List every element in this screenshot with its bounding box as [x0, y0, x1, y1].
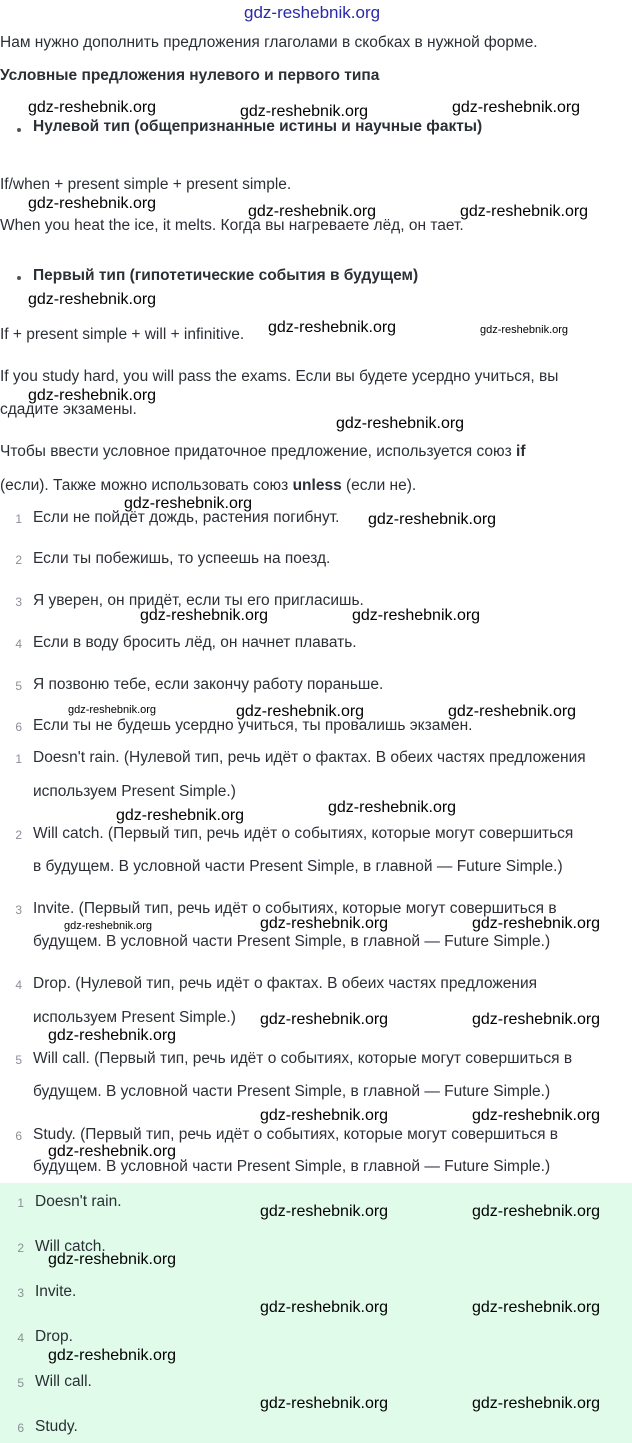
- watermark: gdz-reshebnik.org: [460, 203, 589, 220]
- list-item-number: 1: [17, 1196, 24, 1210]
- keyword-unless: unless: [292, 477, 342, 494]
- zero-formula: If/when + present simple + present simple.: [0, 176, 292, 193]
- list-item-number: 4: [15, 978, 22, 992]
- watermark: gdz-reshebnik.org: [260, 915, 389, 932]
- first-formula: If + present simple + will + infinitive.: [0, 326, 245, 343]
- answer-item: Invite.: [35, 1283, 77, 1300]
- list-item-number: 5: [15, 1053, 22, 1067]
- bullet-icon: [17, 276, 21, 280]
- explanation-line: Study. (Первый тип, речь идёт о событиях, которые могут совершиться в: [33, 1126, 559, 1143]
- conjunction-text: (если). Также можно использовать союз: [0, 477, 293, 494]
- watermark: gdz-reshebnik.org: [472, 1011, 601, 1028]
- watermark: gdz-reshebnik.org: [472, 1203, 601, 1220]
- list-item-number: 2: [17, 1241, 24, 1255]
- sentence-item: Если в воду бросить лёд, он начнет плавать.: [33, 634, 357, 651]
- list-item-number: 1: [15, 752, 22, 766]
- watermark: gdz-reshebnik.org: [260, 1107, 389, 1124]
- watermark: gdz-reshebnik.org: [116, 807, 245, 824]
- explanation-line: будущем. В условной части Present Simple, в главной — Future Simple.): [33, 933, 551, 950]
- sentence-item: Я уверен, он придёт, если ты его пригласишь.: [33, 592, 364, 609]
- watermark: gdz-reshebnik.org: [64, 920, 153, 932]
- watermark: gdz-reshebnik.org: [28, 387, 157, 404]
- list-item-number: 5: [15, 679, 22, 693]
- list-item-number: 6: [17, 1421, 24, 1435]
- explanation-line: Will call. (Первый тип, речь идёт о событиях, которые могут совершиться в: [33, 1050, 573, 1067]
- list-item-number: 2: [15, 553, 22, 567]
- watermark: gdz-reshebnik.org: [472, 1107, 601, 1124]
- watermark: gdz-reshebnik.org: [48, 1143, 177, 1160]
- list-item-number: 2: [15, 828, 22, 842]
- list-item-number: 3: [15, 903, 22, 917]
- answer-item: Study.: [35, 1418, 78, 1435]
- first-example-line1: If you study hard, you will pass the exams. Если вы будете усердно учиться, вы: [0, 368, 559, 385]
- conjunction-line1: [0, 442, 526, 462]
- answer-item: Will catch.: [35, 1238, 106, 1255]
- explanation-line: Drop. (Нулевой тип, речь идёт о фактах. В обеих частях предложения: [33, 975, 538, 992]
- explanation-line: Invite. (Первый тип, речь идёт о событиях, которые могут совершиться в: [33, 900, 557, 917]
- answer-item: Doesn't rain.: [35, 1193, 122, 1210]
- conjunction-text: Чтобы ввести условное придаточное предложение, используется союз: [0, 443, 517, 460]
- explanation-line: используем Present Simple.): [33, 783, 236, 800]
- watermark: gdz-reshebnik.org: [140, 607, 269, 624]
- watermark: gdz-reshebnik.org: [48, 1251, 177, 1268]
- conjunction-line2: [0, 476, 416, 496]
- watermark: gdz-reshebnik.org: [452, 99, 581, 116]
- watermark: gdz-reshebnik.org: [28, 195, 157, 212]
- zero-example: When you heat the ice, it melts. Когда вы нагреваете лёд, он тает.: [0, 217, 464, 234]
- list-item-number: 6: [15, 720, 22, 734]
- watermark: gdz-reshebnik.org: [472, 1299, 601, 1316]
- explanation-line: будущем. В условной части Present Simple, в главной — Future Simple.): [33, 1083, 551, 1100]
- watermark: gdz-reshebnik.org: [248, 203, 377, 220]
- watermark: gdz-reshebnik.org: [268, 319, 397, 336]
- watermark: gdz-reshebnik.org: [68, 704, 157, 716]
- list-item-number: 4: [17, 1331, 24, 1345]
- explanation-line: Will catch. (Первый тип, речь идёт о событиях, которые могут совершиться: [33, 825, 574, 842]
- list-item-number: 4: [15, 637, 22, 651]
- watermark: gdz-reshebnik.org: [28, 291, 157, 308]
- watermark: gdz-reshebnik.org: [260, 1011, 389, 1028]
- explanation-line: используем Present Simple.): [33, 1009, 236, 1026]
- answer-item: Drop.: [35, 1328, 73, 1345]
- watermark: gdz-reshebnik.org: [472, 1395, 601, 1412]
- sentence-item: Я позвоню тебе, если закончу работу пораньше.: [33, 676, 384, 693]
- watermark: gdz-reshebnik.org: [124, 495, 253, 512]
- watermark: gdz-reshebnik.org: [48, 1347, 177, 1364]
- intro-text: Нам нужно дополнить предложения глаголами в скобках в нужной форме.: [0, 34, 538, 51]
- list-item-number: 3: [17, 1286, 24, 1300]
- watermark: gdz-reshebnik.org: [236, 703, 365, 720]
- watermark: gdz-reshebnik.org: [368, 511, 497, 528]
- explanation-line: Doesn't rain. (Нулевой тип, речь идёт о фактах. В обеих частях предложения: [33, 749, 586, 766]
- list-item-number: 5: [17, 1376, 24, 1390]
- watermark: gdz-reshebnik.org: [448, 703, 577, 720]
- sentence-item: Если ты не будешь усердно учиться, ты провалишь экзамен.: [33, 717, 473, 734]
- section-title: Условные предложения нулевого и первого типа: [0, 67, 380, 84]
- watermark: gdz-reshebnik.org: [260, 1203, 389, 1220]
- list-item-number: 3: [15, 595, 22, 609]
- watermark: gdz-reshebnik.org: [352, 607, 481, 624]
- watermark: gdz-reshebnik.org: [472, 915, 601, 932]
- first-example-line2: сдадите экзамены.: [0, 401, 137, 418]
- sentence-item: Если ты побежишь, то успеешь на поезд.: [33, 550, 331, 567]
- list-item-number: 6: [15, 1129, 22, 1143]
- sentence-item: Если не пойдёт дождь, растения погибнут.: [33, 509, 340, 526]
- explanation-line: будущем. В условной части Present Simple, в главной — Future Simple.): [33, 1158, 551, 1175]
- site-link[interactable]: gdz-reshebnik.org: [244, 3, 381, 22]
- conjunction-text: (если не).: [341, 477, 417, 494]
- watermark: gdz-reshebnik.org: [48, 1027, 177, 1044]
- watermark: gdz-reshebnik.org: [336, 415, 465, 432]
- keyword-if: if: [516, 443, 526, 460]
- watermark: gdz-reshebnik.org: [260, 1395, 389, 1412]
- answer-item: Will call.: [35, 1373, 92, 1390]
- watermark: gdz-reshebnik.org: [240, 103, 369, 120]
- bullet-icon: [17, 128, 21, 132]
- watermark: gdz-reshebnik.org: [480, 324, 569, 336]
- list-item-number: 1: [15, 512, 22, 526]
- watermark: gdz-reshebnik.org: [260, 1299, 389, 1316]
- first-type-heading: Первый тип (гипотетические события в будущем): [33, 267, 419, 284]
- watermark: gdz-reshebnik.org: [328, 799, 457, 816]
- explanation-line: в будущем. В условной части Present Simple, в главной — Future Simple.): [33, 858, 563, 875]
- zero-type-heading: Нулевой тип (общепризнанные истины и научные факты): [33, 118, 483, 135]
- watermark: gdz-reshebnik.org: [28, 99, 157, 116]
